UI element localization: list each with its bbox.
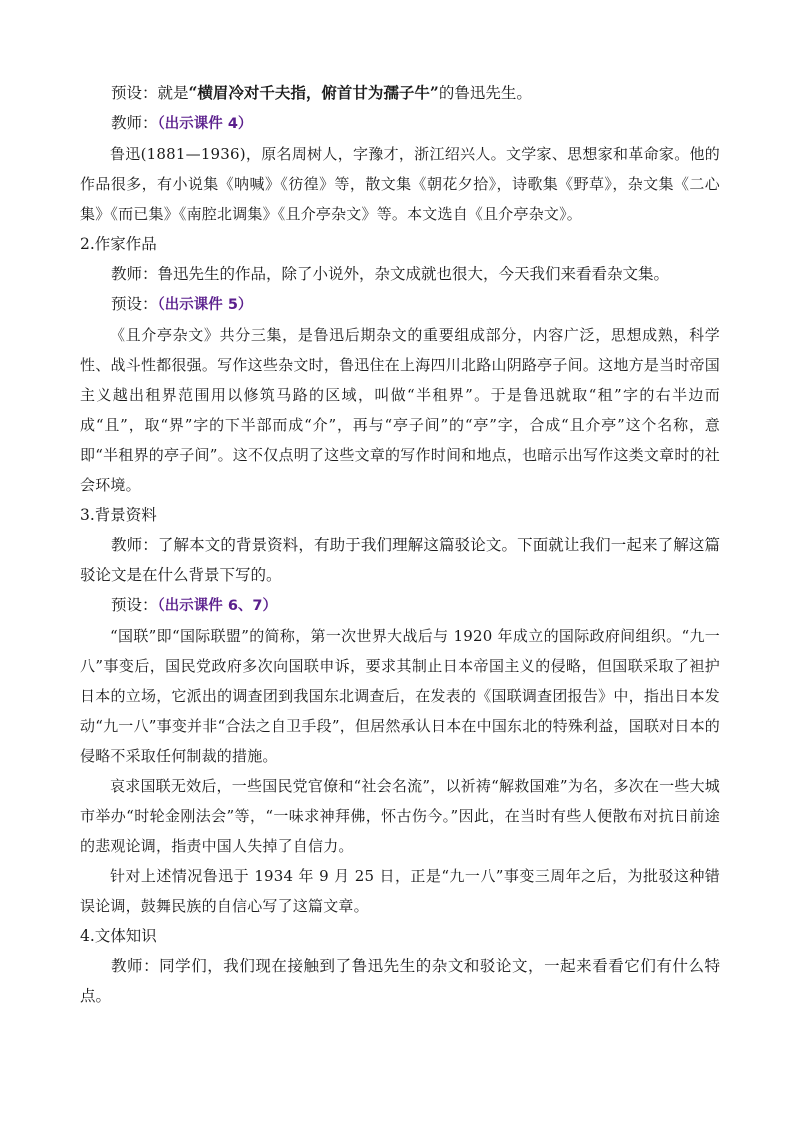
section-heading-background: 3.背景资料 — [80, 506, 157, 524]
courseware-cue-4: （出示课件 4） — [157, 116, 253, 132]
lu-xun-couplet-quote: “横眉冷对千夫指，俯首甘为孺子牛” — [188, 83, 439, 102]
preset-answer-paragraph — [80, 78, 720, 108]
courseware-cue-6-7: （出示课件 6、7） — [157, 598, 277, 614]
preset-cue-paragraph — [80, 289, 720, 320]
pessimism-paragraph: 哀求国联无效后，一些国民党官僚和“社会名流”，以祈祷“解救国难”为名，多次在一些大城市举办“时轮金刚法会”等，“一味求神拜佛，怀古伤今。”因此，在当时有些人便散布对抗日前途的悲观论调，指责中国人失掉了自信力。 — [80, 777, 720, 855]
teacher-intro-essays-paragraph: 教师：鲁迅先生的作品，除了小说外，杂文成就也很大，今天我们来看看杂文集。 — [111, 265, 670, 283]
section-heading-author-works: 2.作家作品 — [80, 235, 157, 253]
section-heading-genre: 4.文体知识 — [80, 927, 157, 945]
qiejieting-explanation-paragraph: 《且介亭杂文》共分三集，是鲁迅后期杂文的重要组成部分，内容广泛，思想成熟，科学性、战斗性都很强。写作这些杂文时，鲁迅住在上海四川北路山阴路亭子间。这地方是当时帝国主义越出租界范围用以修筑马路的区域，叫做“半租界”。于是鲁迅就取“租”字的右半边而成“且”，取“界”字的下半部而成“介”，再与“亭子间”的“亭”字，合成“且介亭”这个名称，意即“半租界的亭子间”。这不仅点明了这些文章的写作时间和地点，也暗示出写作这类文章时的社会环境。 — [80, 326, 720, 494]
teacher-genre-paragraph: 教师：同学们，我们现在接触到了鲁迅先生的杂文和驳论文，一起来看看它们有什么特点。 — [80, 957, 720, 1005]
preset-prefix: 预设：就是 — [111, 84, 189, 102]
preset-cue-6-7-paragraph — [80, 590, 720, 621]
teacher-cue-paragraph — [80, 108, 720, 139]
teacher-label: 教师： — [111, 114, 158, 132]
document-body — [80, 78, 720, 1011]
preset-suffix: 的鲁迅先生。 — [438, 84, 532, 102]
preset-label: 预设： — [111, 596, 158, 614]
lu-xun-bio-paragraph: 鲁迅(1881—1936)，原名周树人，字豫才，浙江绍兴人。文学家、思想家和革命家。他的作品很多，有小说集《呐喊》《彷徨》等，散文集《朝花夕拾》，诗歌集《野草》，杂文集《二心集》《而已集》《南腔北调集》《且介亭杂文》等。本文选自《且介亭杂文》。 — [80, 145, 720, 223]
preset-label: 预设： — [111, 295, 158, 313]
league-of-nations-paragraph: “国联”即“国际联盟”的简称，第一次世界大战后与 1920 年成立的国际政府间组织。“九一八”事变后，国民党政府多次向国联申诉，要求其制止日本帝国主义的侵略，但国联采取了袒护日本的立场，它派出的调查团到我国东北调查后，在发表的《国联调查团报告》中，指出日本发动“九一八”事变并非“合法之自卫手段”，但居然承认日本在中国东北的特殊利益，国联对日本的侵略不采取任何制裁的措施。 — [80, 627, 720, 765]
teacher-background-paragraph: 教师：了解本文的背景资料，有助于我们理解这篇驳论文。下面就让我们一起来了解这篇驳论文是在什么背景下写的。 — [80, 536, 720, 584]
courseware-cue-5: （出示课件 5） — [157, 297, 253, 313]
writing-date-paragraph: 针对上述情况鲁迅于 1934 年 9 月 25 日，正是“九一八”事变三周年之后，为批驳这种错误论调，鼓舞民族的自信心写了这篇文章。 — [80, 867, 720, 915]
